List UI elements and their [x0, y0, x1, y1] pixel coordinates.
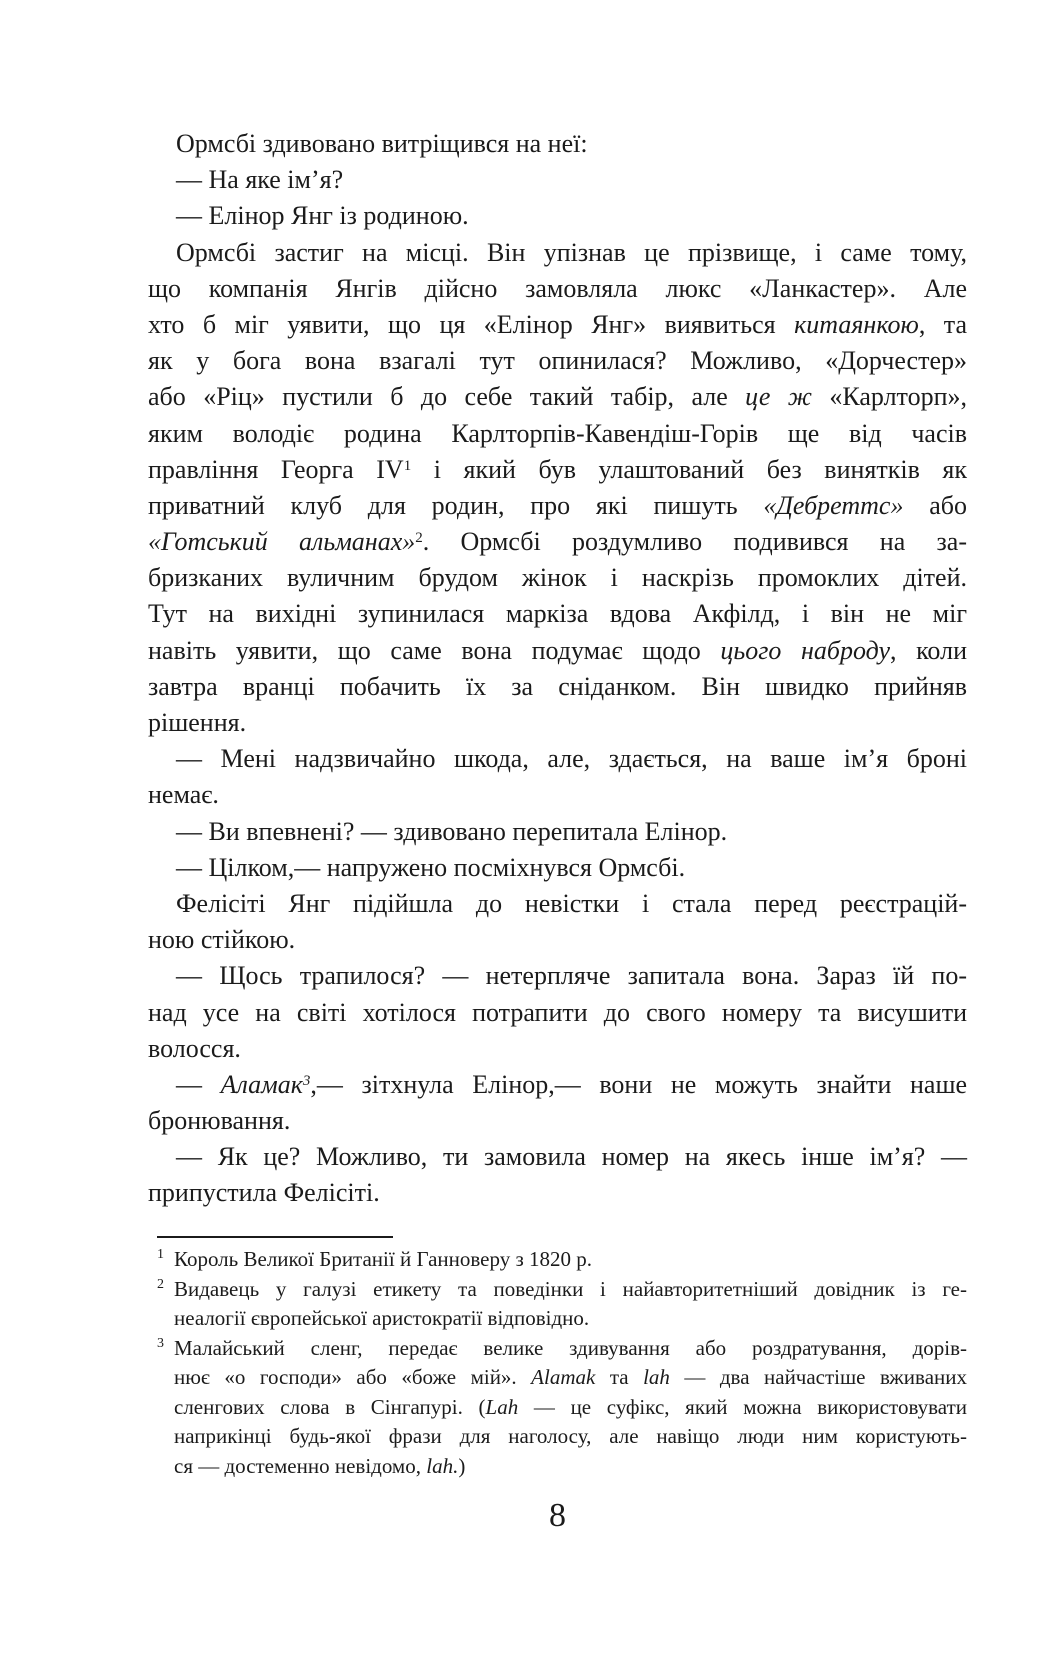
- text-run: або: [903, 490, 967, 520]
- text-run: — Щось трапилося? — нетерпляче запитала вона. Зараз їй по-: [176, 961, 967, 991]
- italic-run: lah.: [426, 1453, 459, 1478]
- text-run: немає.: [148, 780, 219, 810]
- text-run: — Ви впевнені? — здивовано перепитала Елінор.: [176, 816, 728, 846]
- text-line: [148, 162, 967, 198]
- text-run: — Як це? Можливо, ти замовила номер на якесь інше ім’я? —: [176, 1142, 967, 1172]
- text-run: і який був улаштований без винятків як: [411, 454, 967, 484]
- footnote-marker: 1: [157, 1247, 164, 1262]
- text-run: Король Великої Британії й Ганноверу з 1820 р.: [174, 1247, 593, 1271]
- text-line: [148, 669, 967, 705]
- text-run: Ормсбі застиг на місці. Він упізнав це прізвище, і саме тому,: [176, 237, 967, 267]
- text-line: [148, 379, 967, 415]
- text-run: правління Георга IV: [148, 454, 404, 484]
- text-line: [148, 343, 967, 379]
- text-line: [148, 777, 967, 813]
- text-run: Малайський сленг, передає велике здивування або роздратування, дорів-: [174, 1335, 967, 1360]
- text-line: [148, 705, 967, 741]
- text-line: [148, 271, 967, 307]
- footnote-line: [174, 1363, 967, 1393]
- text-line: [148, 814, 967, 850]
- text-run: неалогії європейської аристократії відповідно.: [174, 1306, 590, 1330]
- text-run: наприкінці будь-якої фрази для наголосу, але навіщо люди ним користують-: [174, 1424, 967, 1448]
- footnote-ref: 1: [403, 457, 412, 474]
- italic-run: «Дебреттс»: [763, 490, 904, 520]
- text-run: — Цілком,— напружено посміхнувся Ормсбі.: [176, 852, 686, 882]
- text-run: приватний клуб для родин, про які пишуть: [148, 490, 764, 520]
- text-line: [148, 307, 967, 343]
- text-line: [148, 596, 967, 632]
- text-run: та: [595, 1365, 644, 1389]
- text-line: [148, 886, 967, 922]
- text-run: Фелісіті Янг підійшла до невістки і стала перед реєстрацій-: [176, 888, 967, 918]
- text-run: ною стійкою.: [148, 925, 296, 955]
- text-run: , та: [918, 309, 967, 339]
- italic-run: Аламак: [220, 1069, 303, 1099]
- text-run: —: [176, 1069, 221, 1099]
- text-run: як у бога вона взагалі тут опинилася? Можливо, «Дорчестер»: [148, 346, 967, 376]
- footnote-line: [174, 1304, 967, 1334]
- text-line: [148, 235, 967, 271]
- page-number: 8: [549, 1497, 566, 1534]
- text-run: Тут на вихідні зупинилася маркіза вдова Акфілд, і він не міг: [148, 599, 967, 629]
- footnote-line: [174, 1422, 967, 1452]
- text-run: волосся.: [148, 1033, 241, 1063]
- footnote-line: [157, 1275, 967, 1305]
- text-run: яким володіє родина Карлторпів-Кавендіш-Горів ще від часів: [148, 418, 967, 448]
- text-run: — це суфікс, який можна використовувати: [518, 1394, 967, 1419]
- footnote-line: [174, 1452, 967, 1482]
- text-line: [148, 524, 967, 560]
- footnotes-block: [157, 1245, 967, 1481]
- footnote-line: [174, 1393, 967, 1423]
- text-line: [148, 633, 967, 669]
- text-run: хто б міг уявити, що ця «Елінор Янг» виявиться: [148, 309, 795, 339]
- text-line: [148, 741, 967, 777]
- footnote-ref: 3: [302, 1072, 311, 1089]
- text-line: [148, 958, 967, 994]
- text-run: — два найчастіше вживаних: [669, 1365, 967, 1389]
- text-line: [148, 1175, 967, 1211]
- italic-run: це ж: [745, 382, 812, 412]
- text-line: [148, 126, 967, 162]
- text-line: [148, 198, 967, 234]
- italic-run: «Готський альманах»: [148, 527, 416, 557]
- text-run: над усе на світі хотілося потрапити до свого номеру та висушити: [148, 997, 967, 1027]
- text-line: [148, 850, 967, 886]
- text-line: [148, 1139, 967, 1175]
- text-run: завтра вранці побачить їх за сніданком. Він швидко прийняв: [148, 671, 967, 701]
- italic-run: lah: [643, 1365, 670, 1389]
- text-line: [148, 1103, 967, 1139]
- text-line: [148, 416, 967, 452]
- text-line: [148, 488, 967, 524]
- text-run: рішення.: [148, 708, 247, 737]
- text-run: або «Ріц» пустили б до себе такий табір, але: [148, 382, 746, 412]
- text-line: [148, 922, 967, 958]
- text-run: «Карлторп»,: [811, 382, 967, 412]
- text-run: навіть уявити, що саме вона подумає щодо: [148, 635, 721, 665]
- main-text-block: [148, 126, 967, 1212]
- text-run: нює «о господи» або «боже мій».: [174, 1365, 532, 1389]
- text-run: що компанія Янгів дійсно замовляла люкс «Ланкастер». Але: [148, 273, 967, 303]
- text-run: ся — достеменно невідомо,: [174, 1453, 427, 1478]
- footnote-marker: 3: [157, 1335, 164, 1351]
- text-line: [148, 995, 967, 1031]
- footnote-line: [157, 1245, 967, 1275]
- text-run: бронювання.: [148, 1106, 291, 1136]
- text-line: [148, 1067, 967, 1103]
- text-run: — Мені надзвичайно шкода, але, здається, на ваше ім’я броні: [176, 744, 967, 774]
- footnote-ref: 2: [415, 530, 423, 547]
- footnote-line: [157, 1334, 967, 1364]
- text-run: Видавець у галузі етикету та поведінки і найавторитетніший довідник із ге-: [174, 1276, 967, 1301]
- text-line: [148, 560, 967, 596]
- italic-run: китаянкою: [794, 309, 919, 339]
- text-run: . Ормсбі роздумливо подивився на за-: [422, 527, 967, 557]
- italic-run: цього наброду: [720, 635, 890, 665]
- text-run: , коли: [889, 635, 967, 665]
- text-run: сленгових слова в Сінгапурі. (: [174, 1394, 486, 1419]
- text-run: ): [458, 1453, 466, 1478]
- text-run: Ормсбі здивовано витріщився на неї:: [176, 129, 588, 158]
- text-run: — На яке ім’я?: [176, 165, 344, 195]
- text-run: припустила Фелісіті.: [148, 1178, 380, 1208]
- italic-run: Alamak: [531, 1365, 596, 1389]
- footnote-separator: [157, 1236, 393, 1238]
- text-line: [148, 1031, 967, 1067]
- italic-run: Lah: [485, 1394, 519, 1419]
- text-run: — Елінор Янг із родиною.: [176, 201, 469, 231]
- footnote-marker: 2: [157, 1276, 164, 1292]
- text-run: ,— зітхнула Елінор,— вони не можуть знайти наше: [310, 1069, 968, 1099]
- text-run: бризканих вуличним брудом жінок і наскрізь промоклих дітей.: [148, 563, 967, 593]
- text-line: [148, 452, 967, 488]
